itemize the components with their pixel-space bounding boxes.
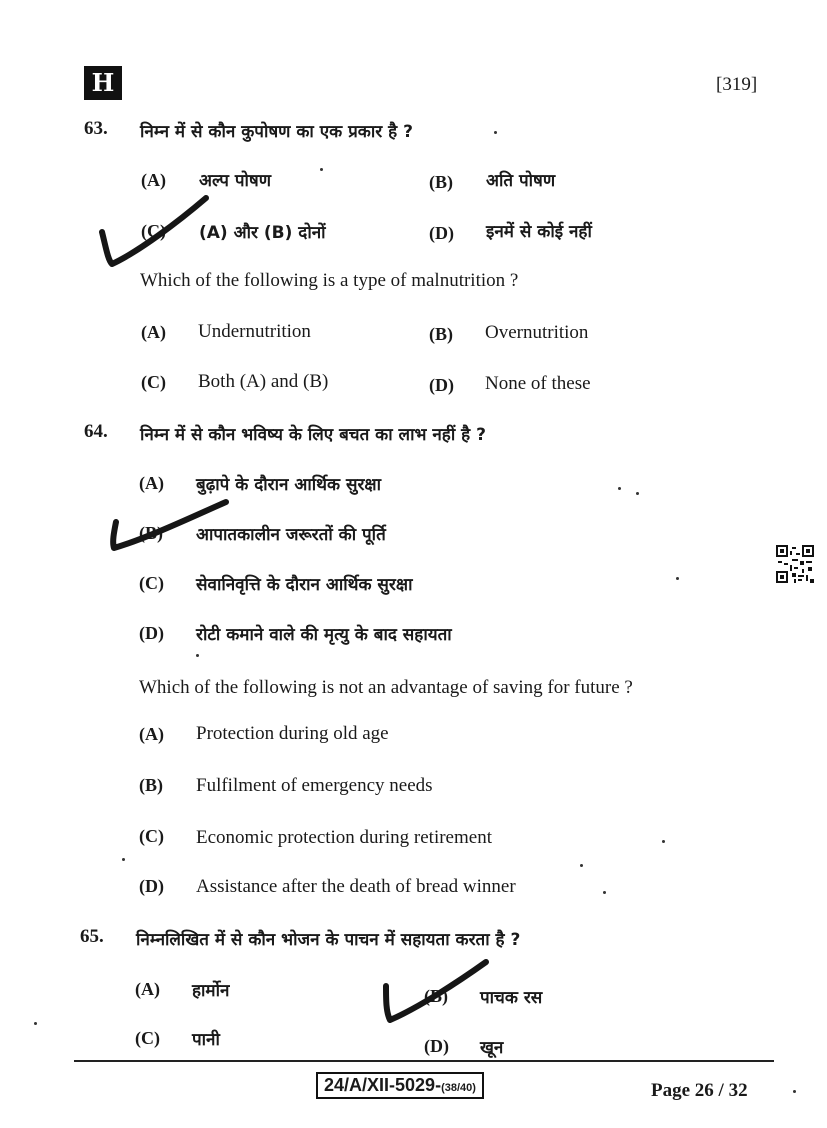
q64-en-option-a-text: Protection during old age: [196, 723, 389, 744]
q63-hi-option-b-label: (B): [429, 172, 453, 192]
q63-en-option-b-label: (B): [429, 324, 453, 344]
footer-rule: [74, 1060, 774, 1062]
q64-en-option-b-label: (B): [139, 775, 163, 795]
q63-hi-option-b-text: अति पोषण: [486, 171, 556, 191]
q64-hi-option-d-text: रोटी कमाने वाले की मृत्यु के बाद सहायता: [196, 625, 452, 645]
answer-tick-mark-q65: [378, 956, 498, 1028]
paper-code: 24/A/XII-5029-: [324, 1075, 442, 1095]
q63-hi-option-c-label: (C): [141, 221, 166, 241]
q64-en-option-d-text: Assistance after the death of bread winner: [196, 876, 516, 897]
answer-tick-mark-q64: [108, 498, 238, 558]
question-64-hindi: निम्न में से कौन भविष्य के लिए बचत का लाभ नहीं है ?: [140, 425, 486, 445]
page-number: Page 26 / 32: [651, 1080, 748, 1101]
print-speck: [618, 487, 621, 490]
q64-hi-option-b-label: (B): [139, 523, 163, 543]
q63-hi-option-d-text: इनमें से कोई नहीं: [486, 222, 592, 242]
q64-en-option-a-label: (A): [139, 724, 164, 744]
question-63-hindi: निम्न में से कौन कुपोषण का एक प्रकार है ?: [140, 122, 413, 142]
q64-en-option-d-label: (D): [139, 876, 164, 896]
question-63-number: 63.: [84, 118, 108, 139]
qr-code-icon: [776, 545, 814, 583]
paper-code-box: [316, 1072, 484, 1099]
question-64-english: Which of the following is not an advantage of saving for future ?: [139, 677, 633, 698]
q63-en-option-b-text: Overnutrition: [485, 322, 589, 343]
print-speck: [196, 654, 199, 657]
print-speck: [676, 577, 679, 580]
q64-hi-option-c-label: (C): [139, 573, 164, 593]
answer-tick-mark-q63: [98, 190, 218, 270]
q65-hi-option-d-text: खून: [480, 1038, 504, 1058]
print-speck: [34, 1022, 37, 1025]
q65-hi-option-c-label: (C): [135, 1028, 160, 1048]
q63-hi-option-a-label: (A): [141, 170, 166, 190]
q64-en-option-b-text: Fulfilment of emergency needs: [196, 775, 433, 796]
q63-hi-option-c-text: (A) और (B) दोनों: [199, 223, 326, 243]
q65-hi-option-a-text: हार्मोन: [192, 981, 230, 1001]
question-64-number: 64.: [84, 421, 108, 442]
q64-en-option-c-text: Economic protection during retirement: [196, 827, 492, 848]
question-65-hindi: निम्नलिखित में से कौन भोजन के पाचन में सहायता करता है ?: [136, 930, 521, 950]
q63-en-option-c-text: Both (A) and (B): [198, 371, 329, 392]
q64-hi-option-c-text: सेवानिवृत्ति के दौरान आर्थिक सुरक्षा: [196, 575, 413, 595]
q63-en-option-d-label: (D): [429, 375, 454, 395]
q64-hi-option-d-label: (D): [139, 623, 164, 643]
q64-en-option-c-label: (C): [139, 826, 164, 846]
print-speck: [636, 492, 639, 495]
q64-hi-option-a-label: (A): [139, 473, 164, 493]
print-speck: [662, 840, 665, 843]
q65-hi-option-d-label: (D): [424, 1036, 449, 1056]
print-speck: [320, 168, 323, 171]
print-speck: [494, 131, 497, 134]
question-65-number: 65.: [80, 926, 104, 947]
print-speck: [580, 864, 583, 867]
q63-en-option-c-label: (C): [141, 372, 166, 392]
print-speck: [603, 891, 606, 894]
question-63-english: Which of the following is a type of malnutrition ?: [140, 270, 519, 291]
print-speck: [793, 1090, 796, 1093]
q63-en-option-a-text: Undernutrition: [198, 321, 311, 342]
q63-hi-option-d-label: (D): [429, 223, 454, 243]
q65-hi-option-a-label: (A): [135, 979, 160, 999]
q65-hi-option-b-label: (B): [424, 986, 448, 1006]
set-label-badge: H: [84, 66, 122, 100]
q65-hi-option-c-text: पानी: [192, 1030, 220, 1050]
paper-code-suffix: (38/40): [441, 1082, 476, 1094]
page-code: [319]: [716, 74, 758, 95]
q63-en-option-a-label: (A): [141, 322, 166, 342]
q63-hi-option-a-text: अल्प पोषण: [199, 171, 272, 191]
print-speck: [122, 858, 125, 861]
q65-hi-option-b-text: पाचक रस: [480, 988, 543, 1008]
q64-hi-option-b-text: आपातकालीन जरूरतों की पूर्ति: [196, 525, 386, 545]
q64-hi-option-a-text: बुढ़ापे के दौरान आर्थिक सुरक्षा: [196, 475, 382, 495]
q63-en-option-d-text: None of these: [485, 373, 591, 394]
